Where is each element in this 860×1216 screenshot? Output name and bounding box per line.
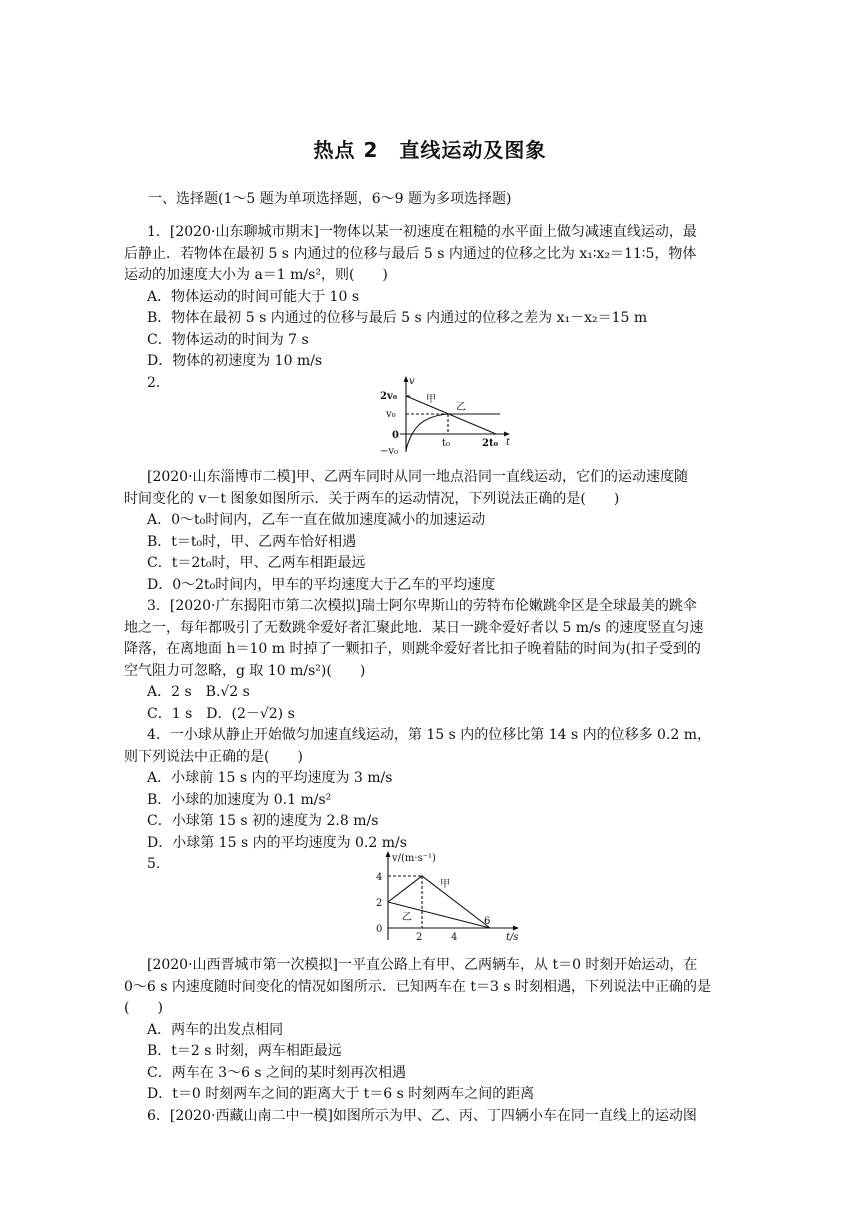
q2-2t0-label: 2t₀ <box>482 438 498 449</box>
q5-number: 5. <box>147 856 161 872</box>
q4-option-a: A．小球前 15 s 内的平均速度为 3 m/s <box>147 770 393 786</box>
q5-v-arrow <box>386 851 391 857</box>
q3-line-3: 降落，在离地面 h＝10 m 时掉了一颗扣子，则跳伞爱好者比扣子晚着陆的时间为(扣子受到的 <box>124 641 701 657</box>
q3-options-ab: A．2 s B.√2 s <box>147 684 250 700</box>
q5-v-axis-label: v/(m·s⁻¹) <box>392 853 436 864</box>
q5-x2-label: 2 <box>416 932 423 943</box>
q5-line-1: [2020·山西晋城市第一次模拟]一平直公路上有甲、乙两辆车，从 t＝0 时刻开始运动，在 <box>147 957 698 973</box>
q5-option-c: C．两车在 3～6 s 之间的某时刻再次相遇 <box>147 1064 407 1081</box>
q1-option-a: A．物体运动的时间可能大于 10 s <box>147 288 360 305</box>
q5-y0-label: 0 <box>376 924 383 935</box>
question-2 <box>124 467 739 596</box>
q2-option-a: A．0～t₀时间内，乙车一直在做加速度减小的加速运动 <box>147 512 486 528</box>
q6-line-1: 6．[2020·西藏山南二中一模]如图所示为甲、乙、丙、丁四辆小车在同一直线上的运动图 <box>147 1107 697 1124</box>
q2-line-2: 时间变化的 v－t 图象如图所示．关于两车的运动情况，下列说法正确的是( ) <box>124 490 620 507</box>
q5-yi-label: 乙 <box>402 912 412 923</box>
q5-t-arrow <box>513 926 519 931</box>
q5-vt-graph <box>360 848 530 946</box>
q5-option-d: D．t＝0 时刻两车之间的距离大于 t＝6 s 时刻两车之间的距离 <box>147 1086 535 1102</box>
q1-line-3: 运动的加速度大小为 a＝1 m/s²，则( ) <box>124 267 388 283</box>
q1-option-d: D．物体的初速度为 10 m/s <box>147 353 323 369</box>
question-5 <box>124 955 739 1127</box>
question-1 <box>124 222 739 394</box>
q5-x4-label: 4 <box>451 932 458 943</box>
q5-line-3: ( ) <box>124 1000 163 1016</box>
q2-line-1: [2020·山东淄博市二模]甲、乙两车同时从同一地点沿同一直线运动，它们的运动速度随 <box>147 469 689 485</box>
q2-vt-graph <box>368 374 518 458</box>
q2-line-jia <box>406 396 496 434</box>
q2-v-label: v <box>409 376 415 387</box>
question-3 <box>124 596 739 725</box>
q3-line-1: 3．[2020·广东揭阳市第二次模拟]瑞士阿尔卑斯山的劳特布伦嫩跳伞区是全球最美的跳伞 <box>147 598 697 614</box>
q4-option-c: C．小球第 15 s 初的速度为 2.8 m/s <box>147 813 379 829</box>
q3-line-2: 地之一，每年都吸引了无数跳伞爱好者汇聚此地．某日一跳伞爱好者以 5 m/s 的速度竖直匀速 <box>124 619 704 636</box>
q5-jia-label: 甲 <box>440 879 450 890</box>
q5-t-axis-label: t/s <box>506 932 519 943</box>
page-title: 热点 2 直线运动及图象 <box>313 138 547 162</box>
q5-option-b: B．t＝2 s 时刻，两车相距最远 <box>147 1043 342 1059</box>
q5-y2-label: 2 <box>376 898 383 909</box>
q4-line-2: 则下列说法中正确的是( ) <box>124 748 303 765</box>
q1-option-c: C．物体运动的时间为 7 s <box>147 331 309 348</box>
q4-option-b: B．小球的加速度为 0.1 m/s² <box>147 791 332 808</box>
q2-yi-label: 乙 <box>456 402 466 413</box>
q1-line-2: 后静止．若物体在最初 5 s 内通过的位移与最后 5 s 内通过的位移之比为 x₁∶x₂＝11∶5，物体 <box>124 245 697 262</box>
q3-options-cd: C．1 s D．(2－√2) s <box>147 705 295 722</box>
q2-option-d: D．0～2t₀时间内，甲车的平均速度大于乙车的平均速度 <box>147 576 496 593</box>
q5-x6-label: 6 <box>484 916 491 927</box>
q5-y4-label: 4 <box>376 872 383 883</box>
q2-t-label: t <box>506 437 511 448</box>
q1-line-1: 1．[2020·山东聊城市期末]一物体以某一初速度在粗糙的水平面上做匀减速直线运动，最 <box>147 224 697 240</box>
q2-v0-label: v₀ <box>386 409 396 420</box>
q3-line-4: 空气阻力可忽略，g 取 10 m/s²)( ) <box>124 662 366 679</box>
q2-v-arrow <box>404 376 409 382</box>
q2-number: 2. <box>147 374 161 391</box>
q2-t0-label: t₀ <box>442 438 451 449</box>
q4-option-d: D．小球第 15 s 内的平均速度为 0.2 m/s <box>147 834 407 851</box>
q2-2v0-label: 2v₀ <box>380 391 398 402</box>
q2-origin-label: 0 <box>392 430 399 441</box>
q2-option-b: B．t＝t₀时，甲、乙两车恰好相遇 <box>147 533 357 550</box>
q5-line-2: 0～6 s 内速度随时间变化的情况如图所示．已知两车在 t＝3 s 时刻相遇，下列说法中正确的是 <box>124 978 711 995</box>
q2-t-arrow <box>504 432 510 437</box>
q4-line-1: 4．一小球从静止开始做匀加速直线运动，第 15 s 内的位移比第 14 s 内的位移多 0.2 m， <box>147 727 712 743</box>
q2-neg-v0-label: −v₀ <box>380 446 399 457</box>
q5-option-a: A．两车的出发点相同 <box>147 1021 284 1038</box>
q2-option-c: C．t＝2t₀时，甲、乙两车相距最远 <box>147 555 366 571</box>
q2-jia-label: 甲 <box>426 394 436 405</box>
section-heading: 一、选择题(1～5 题为单项选择题，6～9 题为多项选择题) <box>148 191 512 207</box>
q1-option-b: B．物体在最初 5 s 内通过的位移与最后 5 s 内通过的位移之差为 x₁－x₂＝15 m <box>147 310 648 326</box>
